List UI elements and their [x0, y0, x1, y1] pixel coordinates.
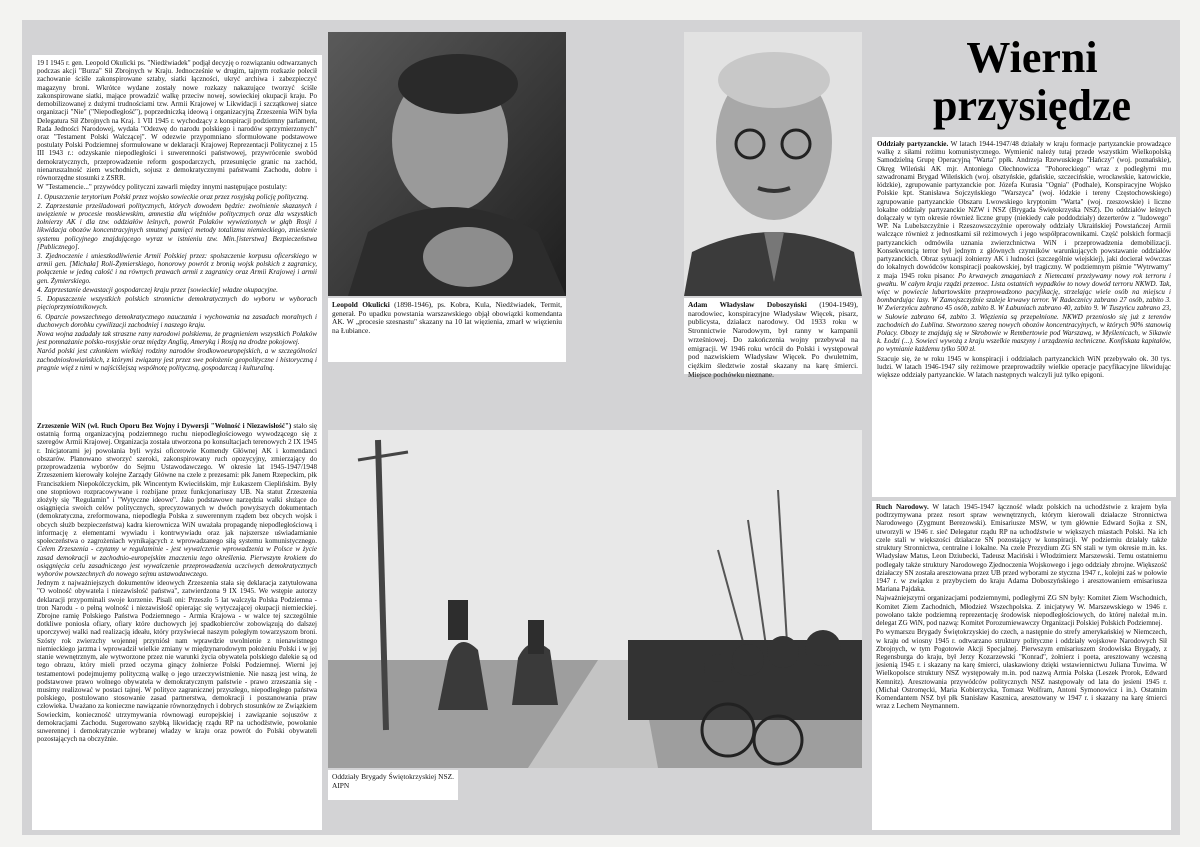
doboszynski-caption-text: (1904-1949), narodowiec, konspiracyjne Władysław Więcek, pisarz, publicysta, działacz narodowy. Od 1933 roku w Stronnictwie Narodowym, był ranny w kampanii wrześniowej. Do zakończenia wojny przebywał na emigracji. W 1946 roku wrócił do Polski i występował pod nazwiskiem Władysław Więcek. Po dwuletnim, ciężkim śledztwie został skazany na karę śmierci. Miejsce pochówku nieznane.	[688, 300, 858, 379]
narodowy-text: W latach 1945-1947 łączność władz polskich na uchodźstwie z krajem była podtrzymywana przez resort spraw wewnętrznych, którym kierowali działacze Stronnictwa Narodowego (Zygmunt Berezowski). Emisariusze MSW, w tym głównie Edward Sojka z SN, utworzyli w 1946 r. sieć Delegatur rządu RP na uchodźstwie w większych miastach Polski. Na ich czele stali w większości działacze SN pozostający w konspiracji. W podziemiu działały także struktury Stronnictwa, centralne i lokalne. Na czele Prezydium ZG SN stali w tym okresie m.in. ks. Władysław Matus, Leon Dziubecki, Tadeusz Maciński i Włodzimierz Marszewski. Temu ostatniemu podlegały także struktury Narodowego Zjednoczenia Wojskowego i jego oddziały zbrojne. Większość działaczy SN została aresztowana przez UB przed wyborami ze styczna 1947 r., kolejni zaś w połowie 1947 r. w związku z przybyciem do kraju Adama Doboszyńskiego i aresztowaniem emisariusza Mariana Pajdaka.	[876, 503, 1167, 594]
title-line-1: Wierni	[966, 33, 1098, 82]
partyzanckie-text: W latach 1944-1947/48 działały w kraju formacje partyzanckie prowadzące walkę z siłami reżimu komunistycznego. Wymienić należy tutaj przede wszystkim Wielkopolską Samodzielną Grupę Operacyjną "Warta" ppłk. Andrzeja Rzewuskiego "Hańczy" (woj. poznańskie), Okręg Wileński AK mjr. Antoniego Olechnowicza "Pohoreckiego" wraz z podległymi mu szwadronami Brygad Wileńskich (woj. olsztyńskie, gdańskie, szczecińskie, wrocławskie, katowickie, łódzkie), zgrupowanie partyzanckie por. Józefa Kurasia "Ognia" (Podhale), Konspiracyjne Wojsko Polskie kpt. Stanisława Sojczyńskiego "Warszyca" (woj. łódzkie i tereny Częstochowskiego) zgrupowanie partyzanckie Obszaru Lwowskiego kryptonim "Warta" (woj. rzeszowskie) i liczne lokalne oddziały partyzanckie NZW i NSZ (Brygada Świętokrzyska NSZ). Do oddziałów leśnych dołączały w tym okresie również liczne grupy (niekiedy całe poddodziały) dezerterów z "ludowego" WP. Na Lubelszczyźnie i Rzeszowszczyźnie operowały oddziały Ukraińskiej Powstańczej Armii walczące również z jednostkami sił reżimowych i jego współpracownikami. Część polskich formacji partyzanckich odmówiła uznania zwierzchnictwa WiN i przeprowadzenia demobilizacji. Konsekwencją terror był jednym z głównych czynników warunkujących powstawanie oddziałów partyzanckich. Obraz sytuacji żołnierzy AK i ludności (szczególnie wiejskiej), jaki docierał wówczas do lokalnych dowódców konspiracji poakowskiej, był tragiczny. W podziemnym piśmie "Wytrwamy" z maja 1945 roku pisano:	[877, 140, 1172, 280]
intro-paragraph: 19 I 1945 r. gen. Leopold Okulicki ps. "Niedźwiadek" podjął decyzję o rozwiązaniu odtwarzanych podczas akcji "Burza" Sił Zbrojnych w Kraju. Jednocześnie w drugim, tajnym rozkazie polecił zachowanie ściśle zakonspirowane sztaby, siatki łączności, ukryć archiwa i zabezpieczyć magazyny broni. Wkrótce wydane zostały nowe rozkazy nakazujące tworzyć ściśle zakonspirowane siatki, mające prowadzić walkę przeciw nowej, sowieckiej okupacji kraju. Po demobilizowanej z dużymi trudnościami tzw. Armii Krajowej w Likwidacji i szczątkowej siatce organizacji "Nie" ("Niepodległość"), poprzedniczką ideową i organizacyjną Zrzeszenia WiN była Delegatura Sił Zbrojnych na Kraj. 1 VII 1945 r. wychodzący z konspiracji podziemny parlament, Rada Jedności Narodowej, wydała "Odezwę do narodu polskiego i narodów sprzymierzonych" oraz "Testament Polski Walczącej". W odezwie przypomniano sformułowane podstawowe postulaty Polski Podziemnej sformułowane w deklaracji Krajowej Reprezentacji Politycznej z 15 III 1943 r.: odzyskanie niepodległości i suwerenności państwowej, przywrócenie swobód demokratycznych, przeprowadzenie reform gospodarczych, przesunięcie granic na zachód, nienaruszalność ziem wschodnich, sojusz z demokratycznymi państwami Zachodu, dobre i równorzędne stosunki z ZSRR.	[37, 59, 317, 183]
okulicki-portrait-image	[328, 32, 566, 296]
page-title	[882, 34, 1182, 130]
exhibition-board	[22, 20, 1180, 835]
okulicki-caption-text: (1898-1946), ps. Kobra, Kula, Niedźwiadek, Termit, generał. Po upadku powstania warszawskiego objął obowiązki komendanta AK. W „procesie szesnastu" skazany na 10 lat więzienia, zmarł w więzieniu na Łubiance.	[332, 300, 562, 336]
win-final-text: Jednym z najważniejszych dokumentów ideowych Zrzeszenia stała się deklaracja zatytułowana "O wolność obywatela i niezawisłość państwa", zatwierdzona 9 IX 1945. We wstępie autorzy deklaracji przypominali swoje korzenie. Pisali oni: Przeszło 5 lat walczyła Polska Podziemna - tron Narodu - o pełną wolność i niezawisłość opierając się wytyczającej okupacji niemieckiej. Zbrojne ramię Polskiego Państwa Podziemnego - Armia Krajowa - w walce tej szczególnie dotkliwe poniosła ofiary, ofiary które duchowych jej spadkobierców zobowiązują do dalszej uporczywej walki nad realizacją ideału, który przyświecał naszym poległym towarzyszom broni. Szósty rok zwierzchy wojennej przyniósł nam wprawdzie uwolnienie z nienawistnego niemieckiego jarzma i wprowadził wielkie zmiany w międzynarodowym położeniu Polski i w jej stanie wewnętrznym, ale wytworzone przez nie warunki życia obywatela polskiego dalekie są od tego obrazu, który mieli przed oczyma ginący żołnierze Polski Podziemnej. Wierni jej testamentowi podejmujemy polityczną walkę o jego urzeczywistnienie. Nie naszą jest winą, że podstawowe prawo wolnego obywatela w demokratycznym państwie - prawo zrzeszania się - musimy realizować w postaci tajnej. W polityce zagranicznej przyszłego, niepodległego państwa polskiego, postulowano stosowanie zasad partnerstwa, demokracji i poszanowania praw człowieka. Uważano za konieczne nawiązanie równorzędnych i dobrych stosunków ze Związkiem Sowieckim, konieczność utrzymywania równowagi europejskiej i zawiązanie sojuszów z demokracjami Zachodu. Sugerowano szybką likwidację rządu RP na uchodźstwie, powołanie suwerennej i demokratycznie wybranej władzy w kraju oraz powrót do Polski obywateli pozostających na obczyźnie.	[37, 579, 317, 744]
postulate-1: 1. Opuszczenie terytorium Polski przez wojsko sowieckie oraz przez rosyjską policję polityczną.	[37, 192, 309, 201]
partyzanckie-heading: Oddziały partyzanckie.	[877, 140, 949, 148]
postulate-5: 5. Dopuszczenie wszystkich polskich stronnictw demokratycznych do wyboru w wyborach pięcioprzymiotnikowych.	[37, 295, 317, 312]
okulicki-caption	[328, 298, 566, 362]
partyzanckie-quote: Po krwawych zmaganiach z Niemcami przeżywamy nowy rok terroru i gwałtu. W całym kraju rządzi przemoc. Lista ostatnich wypadków to nowy dowód terroru NKWD. Tak, więc w powiecie lubartowskim przeprowadzono pacyfikację, strzelając wiele osób na miejscu i bombardując lasy. W Zamojszczyźnie szaleje krwawy terror. W Radecznicy zabrano 27 osób, zabito 3. W Zwierzyńcu zabrano 45 osób, zabito 8. W Łabuniach zabrano 40, zabito 9. W Tuszyńcu zabrano 23, w Sułowie zabrano 64, zabito 3. Więzienia są przepełnione. NKWD przeniosło się już z terenów zachodnich do Lublina. Stworzono szereg nowych obozów koncentracyjnych, w których 90% stanowią Polacy. Obozy te znajdują się w Skrobowie w Rembertowie pod Warszawą, w Myślenicach, w Sikawie k. Łodzi (...). Sowieci wywożą z kraju wszelkie maszyny i urządzenia techniczne. Konfiskata kapitałów, po wymianie każdemu tylko 500 zł.	[877, 271, 1171, 354]
postulate-7: Nowa wojna zadadały tak straszne rany narodowi polskiemu, że pragnieniem wszystkich Polaków jest pomnażanie polsko-rosyjskie oraz między Anglią, Ameryką i Rosją na drodze pokojowej.	[37, 330, 317, 347]
doboszynski-name: Adam Władysław Doboszyński	[688, 300, 807, 309]
postulate-4: 4. Zaprzestanie dewastacji gospodarczej kraju przez [sowieckie] władze okupacyjne.	[37, 285, 278, 294]
win-text: stało się ostatnią formą organizacyjną podziemnego ruchu niepodległościowego wywodzącego się z szeregów Armii Krajowej. Organizacja została utworzona po konsultacjach terenowych 2 IX 1945 r. Inicjatorami jej powołania byli wyżsi oficerowie Komendy Głównej AK i komendanci obszarów. Planowano stworzyć szeroki, zakonspirowany ruch opozycyjny, zmierzający do przeprowadzenia wyborów do Sejmu Ustawodawczego. W okresie lat 1945-1947/1948 Zrzeszeniem kierowały kolejne Zarządy Główne na czele z prezesami: płk Janem Rzepeckim, płk Franciszkiem Niepokólczyckim, płk Wincentym Kwiecińskim, mjr Łukaszem Cieplińskim. Były one stopniowo rozpracowywane i rozbijane przez funkcjonariuszy UB. Na statut Zrzeszenia złożyły się "Regulamin" i "Wytyczne ideowe". Jako podstawowe narzędzia walki służące do osiągnięcia swoich celów politycznych, sprecyzowanych w dwóch powyższych dokumentach (demokratyczna, zreformowana, niepodległa Polska z suwerennym rządem bez obcych wojsk i obcych służb bezpieczeństwa) kadra kierownicza WiN uważała propagandę niepodległościową i informację z elementami wywiadu i kontrwywiadu oraz jak najszersze uświadamianie społeczeństwa o zagrożeniach wynikających z wprowadzanego siłą systemu komunistycznego.	[37, 422, 317, 546]
narodowy-text-2: Najważniejszymi organizacjami podziemnymi, podległymi ZG SN były: Komitet Ziem Wschodnich, Komitet Ziem Zachodnich, Młodzież Wszechpolska. Z inicjatywy W. Marszewskiego w 1946 r. powołano także podziemną reprezentację środowisk niepodległościowych, do której należał m.in. delegat ZG WiN, pod nazwą: Komitet Porozumiewawczy Organizacji Polskiej Polskich Podziemnej.	[876, 594, 1167, 628]
okulicki-photo	[328, 32, 566, 296]
doboszynski-portrait-image	[684, 32, 862, 296]
text-column-win	[32, 418, 322, 830]
title-line-2: przysiędze	[933, 81, 1131, 130]
postulate-3: 3. Zjednoczenie i unieszkodliwienie Armii Polskiej przez: spolszczenie korpusu oficerskiego w armii gen. [Michała] Roli-Żymierskiego, honorowy powrót z bronią wojsk polskich z zagranicy, połączenie w jedną całość i na równych prawach armii z zagranicy oraz Armii Krajowej i armii gen. Żymierskiego.	[37, 252, 317, 285]
postulate-8: Naród polski jest członkiem wielkiej rodziny narodów środkowoeuropejskich, a w szczególności zachodniosłowiańskich, z którymi związany jest przez swe położenie geopolityczne i historyczną i pragnie więź z nimi w najściślejszą współnotę polityczną, gospodarczą i kulturalną.	[37, 347, 317, 372]
brygada-troops-image	[328, 430, 862, 768]
doboszynski-photo	[684, 32, 862, 296]
okulicki-name: Leopold Okulicki	[332, 300, 390, 309]
brygada-photo	[328, 430, 862, 768]
narodowy-text-3: Po wymarszu Brygady Świętokrzyskiej do czech, a następnie do strefy amerykańskiej w Niemczech, w kraju od wiosny 1945 r. odtwarzano struktury polityczne i oddziały wojskowe Narodowych Sił Zbrojnych, w tym Pogotowie Akcji Specjalnej. Pierwszym emisariuszem środowiska Brygady, z Regensburga do kraju, był Jerzy Kozarzewski "Konrad", żołnierz i poeta, aresztowany wczesną jesienią 1945 r. i skazany na karę śmierci, ułaskawiony dzięki wstawiennictwu Juliana Tuwima. W Wielkopolsce struktury NSZ występowały m.in. pod nazwą Armia Polska (Leszek Prorok, Edward Kemnitz). Aresztowania przywódców politycznych NSZ następowały od lata do jesieni 1945 r. (Michał Ostromęcki, Maria Kobierzycka, Tomasz Wolfram, Antoni Symonowicz i in.). Ostatnim Komendantem NSZ był płk Stanisław Kasznica, aresztowany w 1947 r. i skazany na karę śmierci wraz z Lechem Neymannem.	[876, 628, 1167, 711]
postulate-6: 6. Oparcie powszechnego demokratycznego nauczania i wychowania na zasadach moralnych i duchowych dorobku cywilizacji zachodniej i naszego kraju.	[37, 312, 317, 329]
text-column-right	[872, 137, 1176, 497]
postulates-lead: W "Testamencie..." przywódcy polityczni zawarli między innymi następujące postulaty:	[37, 183, 288, 192]
win-heading: Zrzeszenie WiN (wł. Ruch Oporu Bez Wojny i Dywersji "Wolność i Niezawisłość")	[37, 422, 292, 430]
brygada-caption-text: Oddziały Brygady Świętokrzyskiej NSZ. AIPN	[332, 772, 454, 790]
text-column-intro	[32, 55, 322, 435]
postulate-2: 2. Zaprzestanie prześladowań politycznych, których dowodem będzie: zwolnienie skazanych i uwięzienie w procesie moskiewskim, amnestia dla więźniów politycznych oraz dla wszystkich żołnierzy AK i dla tzw. oddziałów leśnych, powrót Polaków wywiezionych w głąb Rosji i likwidacja obozów koncentracyjnych smutnej pamięci metody totalizmu niemieckiego, zniesienie systemu policyjnego znajdującego wyraz w istnieniu tzw. Min.[isterstwa] Bezpieczeństwa [Publicznego].	[37, 201, 317, 251]
brygada-caption	[328, 770, 458, 800]
narodowy-heading: Ruch Narodowy.	[876, 503, 929, 511]
win-celem: Celem Zrzeszenia - czytamy w regulaminie - jest wywalczenie wprowadzenia w Polsce w życie zasad demokracji w zachodnio-europejskim znaczeniu tego określenia. Pierwszym krokiem do osiągnięcia celu zasadniczego jest wywalczenie przeprowadzenia uczciwych demokratycznych wyborów powszechnych do nowego sejmu ustawodawczego.	[37, 545, 317, 578]
partyzanckie-end: Szacuje się, że w roku 1945 w konspiracji i oddziałach partyzanckich WiN przebywało ok. 30 tys. ludzi. W latach 1946-1947 siły reżimowe przeprowadziły wielkie operacje pacyfikacyjne likwidując większe oddziały partyzanckie. W latach następnych walczyli już tylko epigoni.	[877, 354, 1171, 380]
doboszynski-caption	[684, 298, 862, 379]
